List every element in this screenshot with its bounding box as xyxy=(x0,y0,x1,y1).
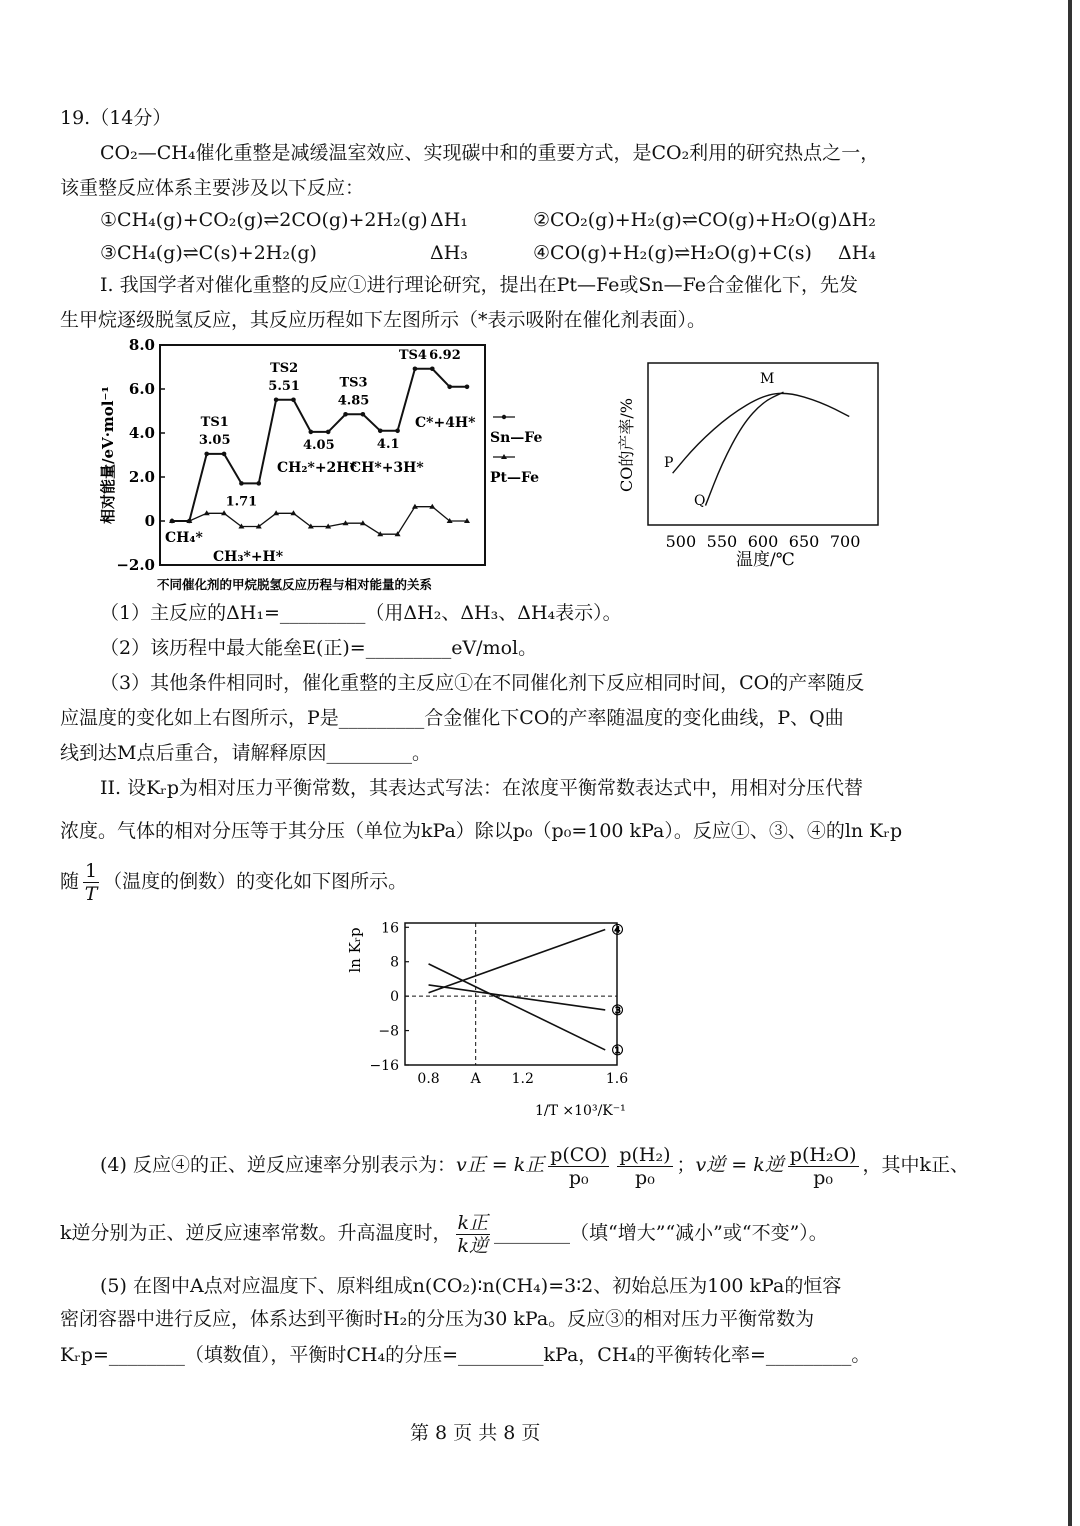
q4-line-2-b: ________（填“增大”“减小”或“不变”）。 xyxy=(494,1222,828,1244)
ts-label: TS3 xyxy=(339,375,368,391)
energy-value-label: 1.71 xyxy=(225,494,258,510)
fraction-den: T xyxy=(84,883,98,905)
q4-ph2: p(H₂) xyxy=(619,1143,671,1166)
q4-p0-b: p₀ xyxy=(635,1166,655,1189)
energy-series-line xyxy=(172,507,467,535)
q4-vni: v逆 = k逆 xyxy=(695,1154,784,1176)
sn-fe-point xyxy=(430,366,435,371)
sn-fe-point xyxy=(309,430,314,435)
lnkp-xtick-label: 0.8 xyxy=(417,1071,440,1087)
lnkp-xtick-label: A xyxy=(470,1071,481,1087)
legend-snfe-marker xyxy=(502,415,506,419)
lnkp-ytick-label: 8 xyxy=(390,954,399,971)
q4-frac-ph2 xyxy=(617,1144,672,1189)
ts-label: TS2 xyxy=(270,360,299,376)
ts-label: TS4 xyxy=(398,347,427,363)
energy-ytick-label: 0 xyxy=(144,512,155,530)
q4-frac-pco xyxy=(548,1144,609,1189)
yield-xtick-label: 700 xyxy=(829,532,861,551)
reaction-4: ④CO(g)+H₂(g)⇌H₂O(g)+C(s) xyxy=(533,242,812,264)
sn-fe-point xyxy=(326,430,331,435)
yield-xtick-label: 600 xyxy=(747,532,779,551)
yield-xtick-label: 500 xyxy=(665,532,697,551)
q4-kzheng: k正 xyxy=(457,1211,489,1234)
reaction-1: ①CH₄(g)+CO₂(g)⇌2CO(g)+2H₂(g) xyxy=(100,209,428,231)
q4-p0-c: p₀ xyxy=(813,1166,834,1189)
q2: （2）该历程中最大能垒E(正)=_________eV/mol。 xyxy=(100,637,538,659)
energy-ytick-label: 8.0 xyxy=(128,336,155,354)
curve-q-label: Q xyxy=(694,493,706,509)
species-ch4: CH₄* xyxy=(165,530,203,546)
part1-line-2: 生甲烷逐级脱氢反应，其反应历程如下左图所示（*表示吸附在催化剂表面）。 xyxy=(60,309,707,331)
lnkp-ytick-label: −16 xyxy=(369,1058,399,1074)
sn-fe-point xyxy=(204,452,209,457)
lnkp-ytick-label: −8 xyxy=(378,1023,399,1040)
lnkp-xtick-label: 1.2 xyxy=(511,1071,534,1087)
q4-k-ratio xyxy=(456,1212,491,1257)
energy-value-label: 4.85 xyxy=(337,393,370,409)
sn-fe-point xyxy=(465,385,470,390)
q4-pco: p(CO) xyxy=(550,1143,608,1166)
q4-prefix: (4) 反应④的正、逆反应速率分别表示为： xyxy=(100,1154,456,1176)
q4-ph2o: p(H₂O) xyxy=(789,1143,857,1166)
lnkp-series-label: ④ xyxy=(611,922,624,939)
sn-fe-point xyxy=(361,412,366,417)
lnkp-ylabel: ln Kᵣp xyxy=(346,927,364,973)
part2-line-3-a: 随 xyxy=(60,870,80,893)
part2-line-1: II. 设Kᵣp为相对压力平衡常数，其表达式写法：在浓度平衡常数表达式中，用相对分压代替 xyxy=(100,777,864,799)
sn-fe-point xyxy=(239,481,244,486)
sn-fe-point xyxy=(256,481,261,486)
lnkp-plot-frame xyxy=(405,923,617,1065)
sn-fe-point xyxy=(378,429,383,434)
sn-fe-point xyxy=(447,385,452,390)
species-ch2: CH₂*+2H* xyxy=(277,460,357,476)
sn-fe-point xyxy=(274,397,279,402)
yield-xlabel: 温度/℃ xyxy=(736,550,795,570)
yield-xtick-label: 550 xyxy=(706,532,738,551)
energy-ytick-label: −2.0 xyxy=(116,556,155,574)
sn-fe-point xyxy=(395,429,400,434)
co-yield-chart xyxy=(610,355,900,575)
ts-label: TS1 xyxy=(200,414,229,430)
q4-line-2 xyxy=(60,1208,828,1258)
reaction-2: ②CO₂(g)+H₂(g)⇌CO(g)+H₂O(g) xyxy=(533,209,838,231)
q4-semicolon: ； xyxy=(676,1154,696,1176)
inverse-t-fraction xyxy=(83,860,99,905)
energy-value-label: 6.92 xyxy=(429,347,461,363)
sn-fe-point xyxy=(413,366,418,371)
energy-ytick-label: 4.0 xyxy=(128,424,155,442)
q5-line-2: 密闭容器中进行反应，体系达到平衡时H₂的分压为30 kPa。反应③的相对压力平衡常数为 xyxy=(60,1308,815,1330)
q4-p0-a: p₀ xyxy=(568,1166,589,1189)
energy-value-label: 5.51 xyxy=(268,378,300,394)
q1: （1）主反应的ΔH₁=_________（用ΔH₂、ΔH₃、ΔH₄表示）。 xyxy=(100,602,622,624)
fraction-num: 1 xyxy=(85,860,98,882)
lnkp-series-line xyxy=(429,929,606,992)
part1-line-1: I. 我国学者对催化重整的反应①进行理论研究，提出在Pt—Fe或Sn—Fe合金催化下，先发 xyxy=(100,274,859,296)
lnkp-ytick-label: 0 xyxy=(390,989,399,1006)
energy-ylabel: 相对能量/eV·mol⁻¹ xyxy=(99,386,117,524)
reaction-3-dh: ΔH₃ xyxy=(430,242,468,264)
q5-line-3: Kᵣp=________（填数值），平衡时CH₄的分压=_________kPa，CH₄的平衡转化率=_________。 xyxy=(60,1344,871,1366)
energy-profile-chart xyxy=(95,335,555,600)
intro-line-1: CO₂—CH₄催化重整是减缓温室效应、实现碳中和的重要方式，是CO₂利用的研究热点之一， xyxy=(100,142,880,164)
species-ch3: CH₃*+H* xyxy=(213,549,284,565)
lnkp-ytick-label: 16 xyxy=(381,920,399,937)
lnkp-xtick-label: 1.6 xyxy=(605,1071,629,1087)
curve-p-label: P xyxy=(664,455,674,471)
energy-value-label: 3.05 xyxy=(198,432,231,448)
energy-ytick-label: 2.0 xyxy=(128,468,155,486)
intro-line-2: 该重整反应体系主要涉及以下反应： xyxy=(60,177,365,199)
species-ch: CH*+3H* xyxy=(350,460,424,476)
sn-fe-point xyxy=(222,452,227,457)
yield-plot-frame xyxy=(648,363,878,525)
yield-ylabel: CO的产率/% xyxy=(617,398,636,492)
sn-fe-point xyxy=(343,412,348,417)
lnkp-xlabel: 1/T ×10³/K⁻¹ xyxy=(535,1103,626,1119)
reaction-1-dh: ΔH₁ xyxy=(430,209,468,231)
part2-line-3-b: （温度的倒数）的变化如下图所示。 xyxy=(103,870,408,893)
page-footer: 第 8 页 共 8 页 xyxy=(410,1422,541,1444)
reaction-3: ③CH₄(g)⇌C(s)+2H₂(g) xyxy=(100,242,317,264)
q5-line-1: (5) 在图中A点对应温度下、原料组成n(CO₂)∶n(CH₄)=3∶2、初始总压为100 kPa的恒容 xyxy=(100,1275,842,1297)
question-header: 19.（14分） xyxy=(60,107,172,129)
energy-ytick-label: 6.0 xyxy=(128,380,155,398)
energy-value-label: 4.1 xyxy=(376,436,400,452)
q4-line-2-a: k逆分别为正、逆反应速率常数。升高温度时， xyxy=(60,1222,452,1244)
lnkp-chart xyxy=(340,915,660,1130)
q3-line-2: 应温度的变化如上右图所示，P是_________合金催化下CO的产率随温度的变化曲线，P、Q曲 xyxy=(60,707,844,729)
energy-plot-frame xyxy=(160,345,485,565)
sn-fe-point xyxy=(291,397,296,402)
q4-line-1 xyxy=(100,1140,969,1190)
yield-curve xyxy=(706,392,784,505)
legend-snfe: Sn—Fe xyxy=(490,430,543,446)
q3-line-1: （3）其他条件相同时，催化重整的主反应①在不同催化剂下反应相同时间，CO的产率随反 xyxy=(100,672,865,694)
energy-value-label: 4.05 xyxy=(302,437,335,453)
species-c: C*+4H* xyxy=(415,415,476,431)
scan-edge xyxy=(1068,0,1072,1526)
reaction-4-dh: ΔH₄ xyxy=(838,242,876,264)
legend-ptfe: Pt—Fe xyxy=(490,470,540,486)
yield-xtick-label: 650 xyxy=(788,532,820,551)
lnkp-series-label: ③ xyxy=(611,1002,624,1019)
point-m-label: M xyxy=(760,371,775,387)
q4-vzheng: v正 = k正 xyxy=(455,1154,545,1176)
energy-chart-caption: 不同催化剂的甲烷脱氢反应历程与相对能量的关系 xyxy=(157,577,433,592)
part2-line-3 xyxy=(60,860,407,905)
q3-line-3: 线到达M点后重合，请解释原因_________。 xyxy=(60,742,431,764)
lnkp-series-label: ① xyxy=(611,1042,624,1059)
q4-frac-ph2o xyxy=(788,1144,859,1189)
reaction-2-dh: ΔH₂ xyxy=(838,209,876,231)
q4-suffix: ，其中k正、 xyxy=(862,1154,970,1176)
part2-line-2: 浓度。气体的相对分压等于其分压（单位为kPa）除以p₀（p₀=100 kPa）。反应①、③、④的ln Kᵣp xyxy=(60,820,903,842)
q4-kni: k逆 xyxy=(457,1234,489,1257)
